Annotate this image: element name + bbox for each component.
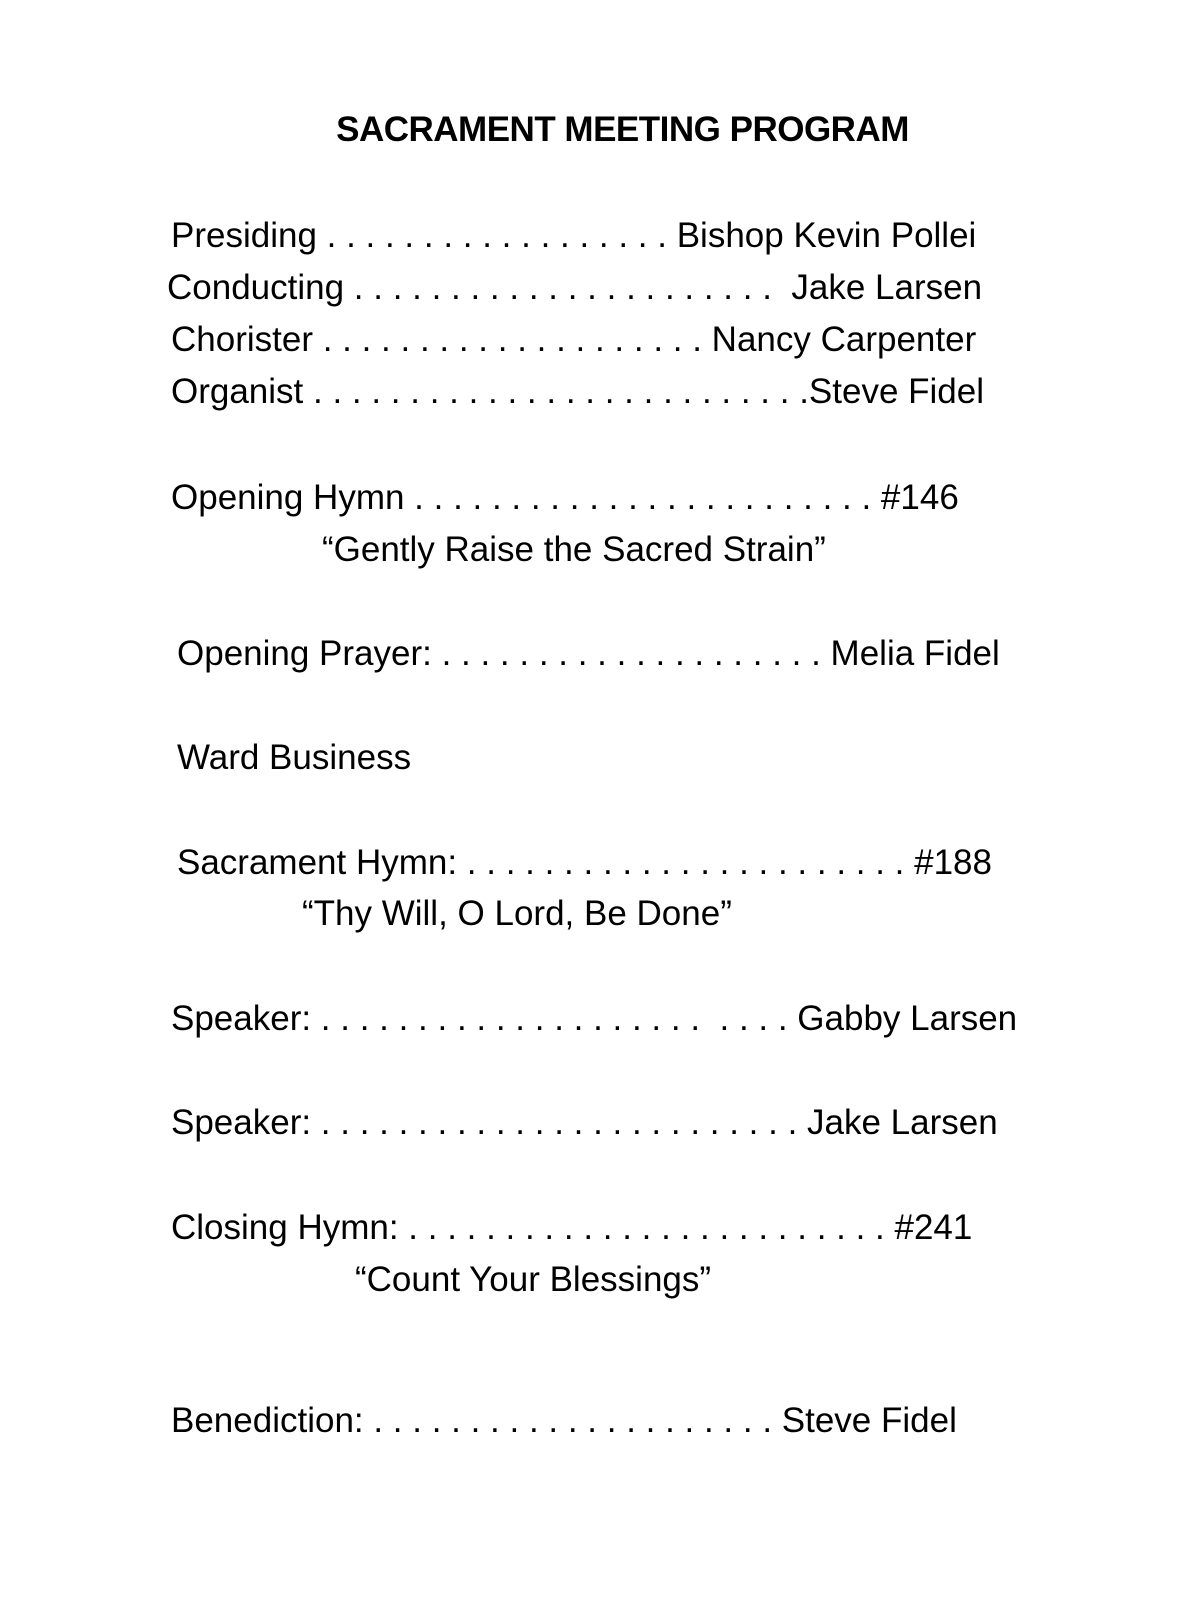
speaker-1-line: Speaker: . . . . . . . . . . . . . . . . . . . . . . . . Gabby Larsen: [171, 999, 1018, 1038]
closing-hymn-title: “Count Your Blessings”: [355, 1260, 712, 1299]
benediction-line: Benediction: . . . . . . . . . . . . . . . . . . . . . Steve Fidel: [171, 1401, 957, 1440]
opening-hymn-line: Opening Hymn . . . . . . . . . . . . . . . . . . . . . . . . #146: [171, 478, 959, 517]
page-title: SACRAMENT MEETING PROGRAM: [336, 110, 909, 149]
ward-business-line: Ward Business: [177, 738, 412, 777]
speaker-2-line: Speaker: . . . . . . . . . . . . . . . . . . . . . . . . . Jake Larsen: [171, 1103, 998, 1142]
opening-hymn-title: “Gently Raise the Sacred Strain”: [322, 530, 826, 569]
sacrament-hymn-title: “Thy Will, O Lord, Be Done”: [302, 894, 732, 933]
organist-line: Organist . . . . . . . . . . . . . . . . . . . . . . . . . .Steve Fidel: [171, 372, 985, 411]
conducting-line: Conducting . . . . . . . . . . . . . . . . . . . . . . Jake Larsen: [167, 268, 983, 307]
opening-prayer-line: Opening Prayer: . . . . . . . . . . . . . . . . . . . . Melia Fidel: [177, 634, 1000, 673]
sacrament-hymn-line: Sacrament Hymn: . . . . . . . . . . . . . . . . . . . . . . . #188: [177, 843, 992, 882]
closing-hymn-line: Closing Hymn: . . . . . . . . . . . . . . . . . . . . . . . . . #241: [171, 1208, 973, 1247]
chorister-line: Chorister . . . . . . . . . . . . . . . . . . . . Nancy Carpenter: [171, 320, 977, 359]
presiding-line: Presiding . . . . . . . . . . . . . . . . . . Bishop Kevin Pollei: [171, 216, 977, 255]
